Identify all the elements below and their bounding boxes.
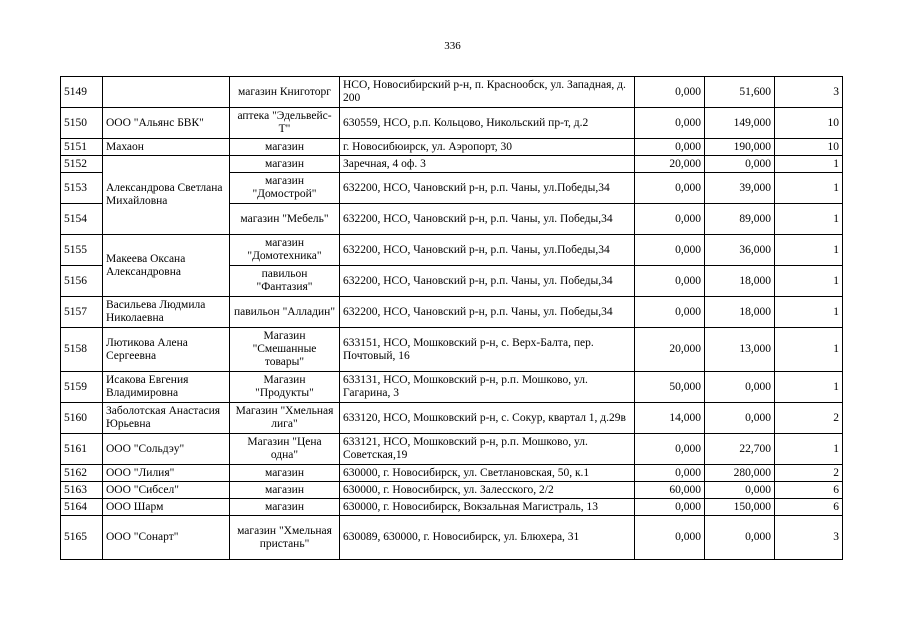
- cell-object: павильон "Алладин": [230, 297, 340, 328]
- cell-number: 5159: [61, 372, 103, 403]
- table-row: [61, 499, 843, 516]
- cell-owner: ООО "Сибсел": [103, 482, 230, 499]
- cell-address: 630000, г. Новосибирск, Вокзальная Магистраль, 13: [340, 499, 635, 516]
- cell-address: 630559, НСО, р.п. Кольцово, Никольский пр-т, д.2: [340, 108, 635, 139]
- table-row: [61, 516, 843, 560]
- cell-count: 2: [775, 403, 843, 434]
- table-row: [61, 297, 843, 328]
- cell-count: 3: [775, 77, 843, 108]
- cell-value-1: 14,000: [635, 403, 705, 434]
- cell-object: магазин: [230, 465, 340, 482]
- cell-count: 10: [775, 139, 843, 156]
- cell-number: 5155: [61, 235, 103, 266]
- cell-object: магазин "Домострой": [230, 173, 340, 204]
- cell-value-2: 0,000: [705, 482, 775, 499]
- cell-value-1: 50,000: [635, 372, 705, 403]
- cell-value-2: 149,000: [705, 108, 775, 139]
- cell-number: 5161: [61, 434, 103, 465]
- cell-value-1: 0,000: [635, 434, 705, 465]
- cell-address: 633121, НСО, Мошковский р-н, р.п. Мошково, ул. Советская,19: [340, 434, 635, 465]
- cell-value-2: 89,000: [705, 204, 775, 235]
- cell-object: магазин: [230, 482, 340, 499]
- table-row: [61, 108, 843, 139]
- cell-owner: Исакова Евгения Владимировна: [103, 372, 230, 403]
- cell-owner: ООО "Лилия": [103, 465, 230, 482]
- cell-number: 5163: [61, 482, 103, 499]
- cell-value-1: 0,000: [635, 297, 705, 328]
- cell-count: 1: [775, 173, 843, 204]
- cell-value-2: 190,000: [705, 139, 775, 156]
- cell-value-2: 0,000: [705, 403, 775, 434]
- cell-address: 630000, г. Новосибирск, ул. Залесского, 2/2: [340, 482, 635, 499]
- cell-object: магазин: [230, 139, 340, 156]
- cell-number: 5156: [61, 266, 103, 297]
- cell-owner: Махаон: [103, 139, 230, 156]
- cell-object: магазин: [230, 156, 340, 173]
- cell-count: 6: [775, 482, 843, 499]
- cell-value-1: 0,000: [635, 516, 705, 560]
- cell-number: 5154: [61, 204, 103, 235]
- cell-value-1: 0,000: [635, 266, 705, 297]
- table-row: [61, 139, 843, 156]
- cell-address: 630089, 630000, г. Новосибирск, ул. Блюхера, 31: [340, 516, 635, 560]
- table-row: [61, 434, 843, 465]
- cell-value-2: 36,000: [705, 235, 775, 266]
- cell-object: магазин "Хмельная пристань": [230, 516, 340, 560]
- table-row: [61, 328, 843, 372]
- cell-address: 632200, НСО, Чановский р-н, р.п. Чаны, ул. Победы,34: [340, 297, 635, 328]
- table-row: [61, 465, 843, 482]
- cell-owner: Заболотская Анастасия Юрьевна: [103, 403, 230, 434]
- cell-number: 5152: [61, 156, 103, 173]
- cell-address: 633131, НСО, Мошковский р-н, р.п. Мошково, ул. Гагарина, 3: [340, 372, 635, 403]
- cell-value-1: 0,000: [635, 204, 705, 235]
- cell-count: 3: [775, 516, 843, 560]
- cell-value-2: 39,000: [705, 173, 775, 204]
- cell-number: 5157: [61, 297, 103, 328]
- cell-value-2: 18,000: [705, 297, 775, 328]
- cell-count: 1: [775, 235, 843, 266]
- cell-number: 5165: [61, 516, 103, 560]
- cell-value-2: 51,600: [705, 77, 775, 108]
- registry-table: [60, 76, 843, 560]
- cell-count: 1: [775, 204, 843, 235]
- cell-owner: ООО "Альянс БВК": [103, 108, 230, 139]
- cell-owner: ООО Шарм: [103, 499, 230, 516]
- cell-object: магазин Книготорг: [230, 77, 340, 108]
- cell-count: 1: [775, 328, 843, 372]
- cell-address: 630000, г. Новосибирск, ул. Светлановская, 50, к.1: [340, 465, 635, 482]
- cell-value-2: 0,000: [705, 516, 775, 560]
- cell-value-2: 280,000: [705, 465, 775, 482]
- cell-address: НСО, Новосибирский р-н, п. Краснообск, ул. Западная, д. 200: [340, 77, 635, 108]
- page-number: 336: [444, 40, 461, 52]
- cell-value-1: 20,000: [635, 328, 705, 372]
- cell-number: 5164: [61, 499, 103, 516]
- cell-address: 632200, НСО, Чановский р-н, р.п. Чаны, ул.Победы,34: [340, 235, 635, 266]
- cell-owner: Лютикова Алена Сергеевна: [103, 328, 230, 372]
- cell-number: 5150: [61, 108, 103, 139]
- table-row: [61, 482, 843, 499]
- cell-value-2: 150,000: [705, 499, 775, 516]
- cell-object: Магазин "Цена одна": [230, 434, 340, 465]
- cell-object: магазин: [230, 499, 340, 516]
- cell-value-2: 18,000: [705, 266, 775, 297]
- cell-address: 632200, НСО, Чановский р-н, р.п. Чаны, ул.Победы,34: [340, 173, 635, 204]
- table-row: [61, 235, 843, 266]
- cell-value-1: 0,000: [635, 235, 705, 266]
- cell-value-1: 0,000: [635, 139, 705, 156]
- cell-owner: [103, 77, 230, 108]
- table-row: [61, 372, 843, 403]
- cell-owner: ООО "Сонарт": [103, 516, 230, 560]
- cell-number: 5153: [61, 173, 103, 204]
- cell-value-2: 13,000: [705, 328, 775, 372]
- cell-count: 1: [775, 266, 843, 297]
- cell-object: Магазин "Продукты": [230, 372, 340, 403]
- cell-object: Магазин "Смешанные товары": [230, 328, 340, 372]
- cell-number: 5151: [61, 139, 103, 156]
- cell-count: 1: [775, 434, 843, 465]
- cell-address: 632200, НСО, Чановский р-н, р.п. Чаны, ул. Победы,34: [340, 266, 635, 297]
- cell-value-1: 0,000: [635, 499, 705, 516]
- cell-count: 10: [775, 108, 843, 139]
- table-row: [61, 77, 843, 108]
- cell-object: аптека "Эдельвейс-Т": [230, 108, 340, 139]
- cell-number: 5149: [61, 77, 103, 108]
- cell-count: 1: [775, 372, 843, 403]
- cell-object: магазин "Домотехника": [230, 235, 340, 266]
- cell-value-1: 0,000: [635, 465, 705, 482]
- cell-object: павильон "Фантазия": [230, 266, 340, 297]
- cell-address: Заречная, 4 оф. 3: [340, 156, 635, 173]
- cell-count: 1: [775, 297, 843, 328]
- cell-count: 2: [775, 465, 843, 482]
- cell-number: 5158: [61, 328, 103, 372]
- cell-value-1: 60,000: [635, 482, 705, 499]
- cell-address: 632200, НСО, Чановский р-н, р.п. Чаны, ул. Победы,34: [340, 204, 635, 235]
- cell-address: г. Новосибюирск, ул. Аэропорт, 30: [340, 139, 635, 156]
- table-row: [61, 156, 843, 173]
- cell-value-2: 0,000: [705, 156, 775, 173]
- cell-value-2: 0,000: [705, 372, 775, 403]
- cell-address: 633120, НСО, Мошковский р-н, с. Сокур, квартал 1, д.29в: [340, 403, 635, 434]
- cell-object: магазин "Мебель": [230, 204, 340, 235]
- cell-value-1: 0,000: [635, 108, 705, 139]
- cell-value-1: 0,000: [635, 77, 705, 108]
- cell-count: 1: [775, 156, 843, 173]
- cell-address: 633151, НСО, Мошковский р-н, с. Верх-Балта, пер. Почтовый, 16: [340, 328, 635, 372]
- cell-number: 5162: [61, 465, 103, 482]
- cell-owner: Александрова Светлана Михайловна: [103, 156, 230, 235]
- cell-value-1: 0,000: [635, 173, 705, 204]
- cell-owner: Макеева Оксана Александровна: [103, 235, 230, 297]
- cell-object: Магазин "Хмельная лига": [230, 403, 340, 434]
- cell-value-2: 22,700: [705, 434, 775, 465]
- cell-owner: ООО "Сольдэу": [103, 434, 230, 465]
- cell-owner: Васильева Людмила Николаевна: [103, 297, 230, 328]
- cell-number: 5160: [61, 403, 103, 434]
- table-row: [61, 403, 843, 434]
- cell-value-1: 20,000: [635, 156, 705, 173]
- cell-count: 6: [775, 499, 843, 516]
